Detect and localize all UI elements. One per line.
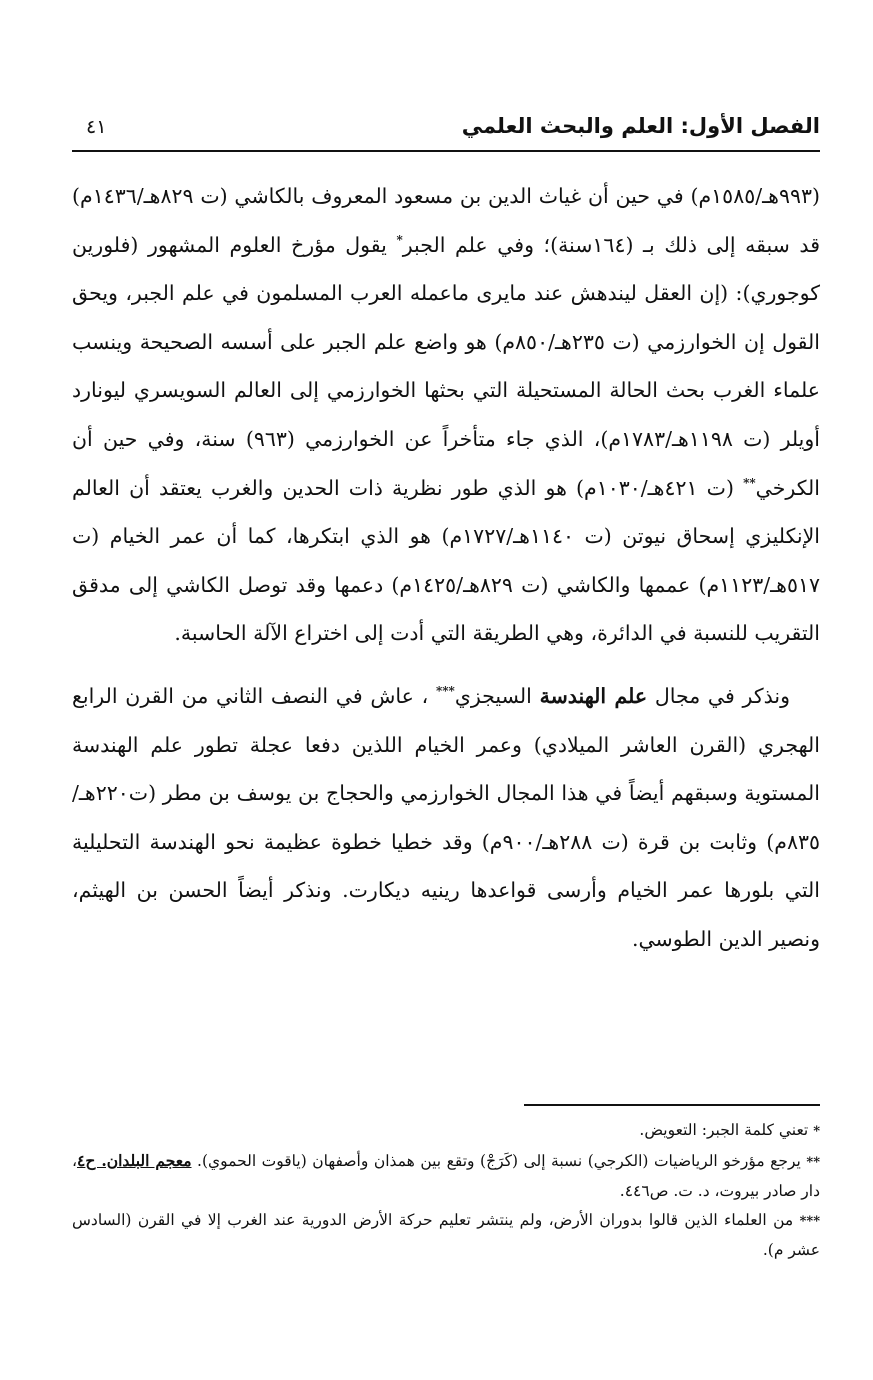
paragraph-2-part-1: ونذكر في مجال: [647, 683, 790, 708]
footnote-3-text: من العلماء الذين قالوا بدوران الأرض، ولم ينتشر تعليم حركة الأرض الدورية عند الغرب إلا في القرن (السادس عشر م).: [72, 1211, 820, 1259]
footnotes: [72, 1116, 820, 1265]
chapter-title: الفصل الأول: العلم والبحث العلمي: [461, 114, 820, 138]
paragraph-1-part-1: (٩٩٣هـ/١٥٨٥م) في حين أن غياث الدين بن مسعود المعروف بالكاشي (ت ٨٢٩هـ/١٤٣٦م) قد سبقه إلى ذلك بـ (١٦٤سنة)؛ وفي علم الجبر: [72, 184, 820, 257]
running-header: [72, 112, 820, 148]
paragraph-2-part-3: ، عاش في النصف الثاني من القرن الرابع الهجري (القرن العاشر الميلادي) وعمر الخيام اللذين دفعا عجلة تطور علم الهندسة المستوية وسبقهم أيضاً في هذا المجال الخوارزمي والحجاج بن يوسف بن مطر (ت٢٢٠هـ/٨٣٥م) وثابت بن قرة (ت ٢٨٨هـ/٩٠٠م) وقد خطيا خطوة عظيمة نحو الهندسة التحليلية التي بلورها عمر الخيام وأرسى قواعدها رينيه ديكارت. ونذكر أيضاً الحسن بن الهيثم، ونصير الدين الطوسي.: [72, 683, 820, 951]
footnote-2: [72, 1146, 820, 1206]
footnote-3-mark: ***: [799, 1214, 820, 1229]
paragraph-1-part-2: يقول مؤرخ العلوم المشهور (فلورين كوجوري): (إن العقل ليندهش عند مايرى ماعمله العرب المسلمون في علم الجبر، ويحق القول إن الخوارزمي (ت ٢٣٥هـ/٨٥٠م) هو واضع علم الجبر على أسسه الصحيحة وينسب علماء الغرب بحث الحالة المستحيلة التي بحثها الخوارزمي إلى العالم السويسري ليونارد أويلر (ت ١١٩٨هـ/١٧٨٣م)، الذي جاء متأخراً عن الخوارزمي (٩٦٣) سنة، وفي حين أن الكرخي: [72, 232, 820, 500]
footnote-1-mark: *: [813, 1124, 820, 1139]
footnote-rule: [524, 1104, 820, 1106]
paragraph-1: [72, 172, 820, 658]
footnote-ref-1: *: [396, 232, 403, 247]
footnote-2-mark: **: [806, 1155, 820, 1170]
footnote-1: [72, 1116, 820, 1146]
footnote-2-source-title: معجم البلدان. ح٤: [77, 1151, 192, 1170]
paragraph-2: [72, 672, 820, 964]
paragraph-1-part-3: (ت ٤٢١هـ/١٠٣٠م) هو الذي طور نظرية ذات الحدين والغرب يعتقد أن العالم الإنكليزي إسحاق نيوتن (ت ١١٤٠هـ/١٧٢٧م) هو الذي ابتكرها، كما أن عمر الخيام (ت ٥١٧هـ/١١٢٣م) عممها والكاشي (ت ٨٢٩هـ/١٤٢٥م) دعمها وقد توصل الكاشي إلى مدقق التقريب للنسبة في الدائرة، وهي الطريقة التي أدت إلى اختراع الآلة الحاسبة.: [72, 475, 821, 646]
header-rule: [72, 150, 820, 152]
footnote-1-text: تعني كلمة الجبر: التعويض.: [639, 1121, 814, 1139]
body-text: [72, 172, 820, 964]
paragraph-2-bold-term: علم الهندسة: [539, 683, 648, 708]
footnote-ref-2: **: [743, 475, 756, 490]
page-number: ٤١: [86, 116, 107, 138]
footnote-3: [72, 1206, 820, 1265]
paragraph-2-part-2: السيجزي: [454, 683, 540, 708]
footnote-ref-3: ***: [436, 684, 455, 699]
footnote-2-text: يرجع مؤرخو الرياضيات (الكرجي) نسبة إلى (كَرَجْ) وتقع بين همذان وأصفهان (ياقوت الحموي).: [191, 1152, 807, 1170]
footnote-2-source-details: ، دار صادر بيروت، د. ت. ص٤٤٦.: [72, 1152, 820, 1200]
